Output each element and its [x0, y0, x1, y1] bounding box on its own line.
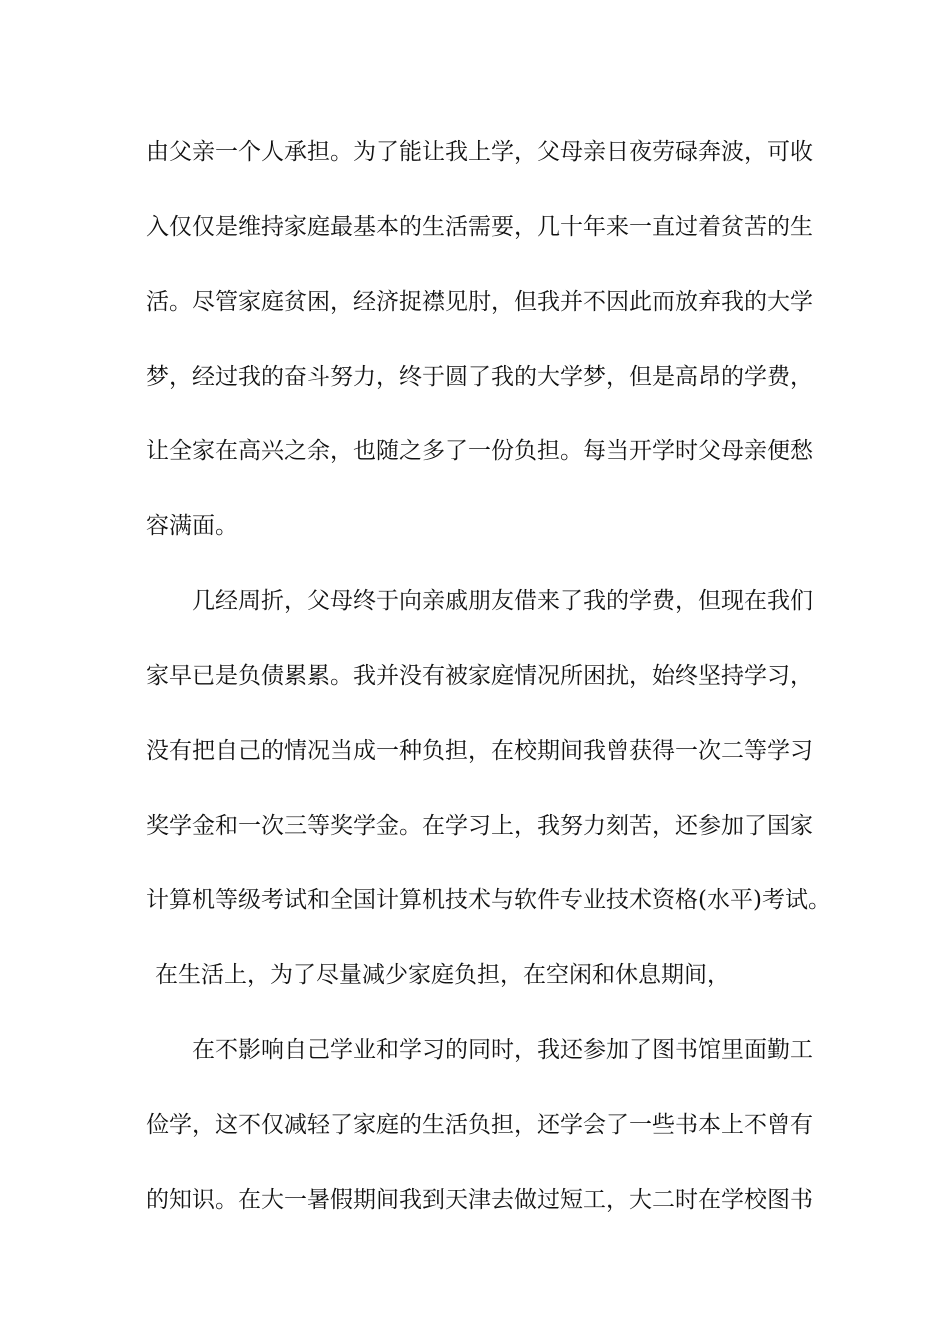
paragraph-2-line-3: 没有把自己的情况当成一种负担，在校期间我曾获得一次二等学习: [146, 738, 813, 764]
paragraph-2-line-2: 家早已是负债累累。我并没有被家庭情况所困扰，始终坚持学习，: [146, 663, 813, 689]
paragraph-3-line-3: 的知识。在大一暑假期间我到天津去做过短工，大二时在学校图书: [146, 1187, 813, 1213]
paragraph-1-line-4: 梦，经过我的奋斗努力，终于圆了我的大学梦，但是高昂的学费，: [146, 364, 813, 390]
paragraph-2-line-5: 计算机等级考试和全国计算机技术与软件专业技术资格(水平)考试。: [146, 887, 831, 913]
paragraph-2-line-6: 在生活上，为了尽量减少家庭负担，在空闲和休息期间，: [155, 962, 730, 988]
paragraph-1-line-5: 让全家在高兴之余，也随之多了一份负担。每当开学时父母亲便愁: [146, 438, 813, 464]
paragraph-1-line-6: 容满面。: [146, 513, 238, 539]
paragraph-2-line-4: 奖学金和一次三等奖学金。在学习上，我努力刻苦，还参加了国家: [146, 813, 813, 839]
paragraph-1-line-3: 活。尽管家庭贫困，经济捉襟见肘，但我并不因此而放弃我的大学: [146, 289, 813, 315]
paragraph-1-line-1: 由父亲一个人承担。为了能让我上学，父母亲日夜劳碌奔波，可收: [146, 139, 813, 165]
paragraph-1-line-2: 入仅仅是维持家庭最基本的生活需要，几十年来一直过着贫苦的生: [146, 214, 813, 240]
paragraph-3-line-2: 俭学，这不仅减轻了家庭的生活负担，还学会了一些书本上不曾有: [146, 1112, 813, 1138]
paragraph-3-line-1: 在不影响自己学业和学习的同时，我还参加了图书馆里面勤工: [192, 1037, 813, 1063]
paragraph-2-line-1: 几经周折，父母终于向亲戚朋友借来了我的学费，但现在我们: [192, 588, 813, 614]
